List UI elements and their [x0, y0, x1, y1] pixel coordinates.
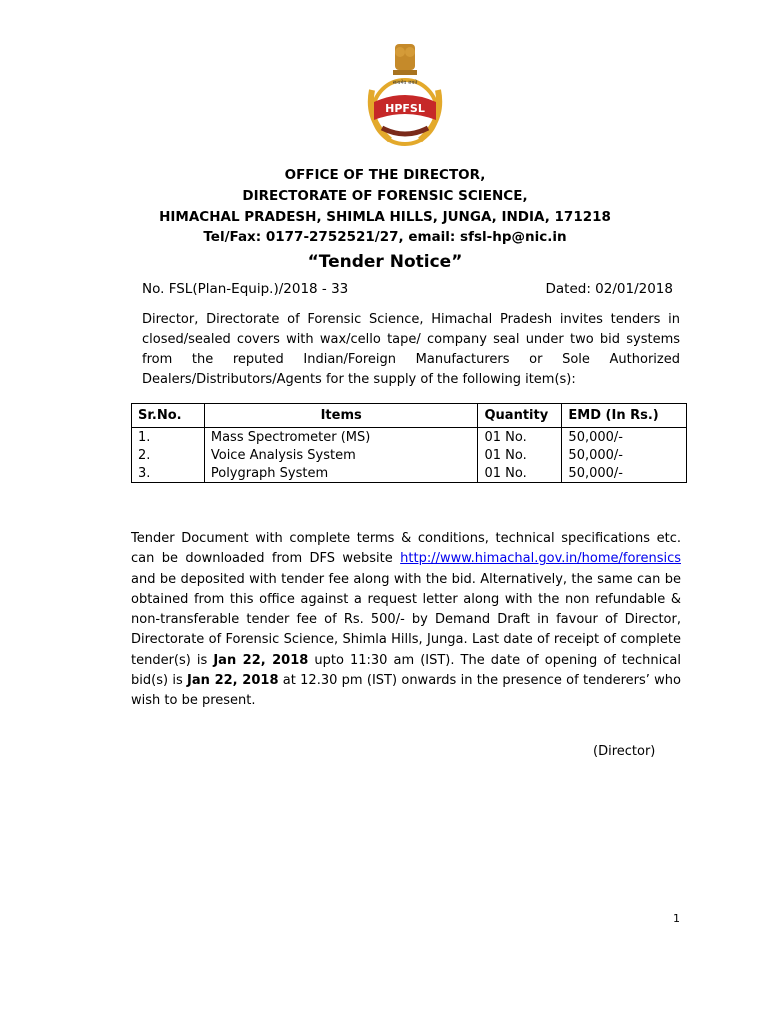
page-number: 1	[673, 912, 680, 925]
intro-paragraph: Director, Directorate of Forensic Science, Himachal Pradesh invites tenders in closed/sealed covers with wax/cello tape/ company seal under two bid systems from the reputed Indian/Foreign Manufacturers or Sole Authorized Dealers/Distributors/Agents for the supply of the following item(s):	[142, 312, 680, 387]
notice-title: “Tender Notice”	[307, 252, 463, 272]
opening-date: Jan 22, 2018	[187, 673, 279, 689]
cell-emd: 50,000/-	[562, 464, 687, 483]
emblem-icon	[360, 40, 450, 150]
items-table	[131, 403, 687, 483]
reference-number: No. FSL(Plan-Equip.)/2018 - 33	[142, 281, 349, 297]
svg-text:सत्यमेव जयते: सत्यमेव जयते	[392, 80, 418, 86]
last-receipt-date: Jan 22, 2018	[213, 652, 309, 668]
cell-qty: 01 No.	[478, 446, 562, 464]
cell-sr: 3.	[132, 464, 205, 483]
cell-qty: 01 No.	[478, 428, 562, 447]
office-line-2: DIRECTORATE OF FORENSIC SCIENCE,	[242, 188, 528, 204]
office-contact-line: Tel/Fax: 0177-2752521/27, email: sfsl-hp@nic.in	[203, 229, 567, 245]
notice-date: Dated: 02/01/2018	[545, 281, 673, 297]
svg-text:HPFSL: HPFSL	[385, 102, 425, 115]
table-row	[132, 428, 687, 447]
header-quantity: Quantity	[478, 404, 562, 428]
header-items: Items	[204, 404, 478, 428]
header-sr-no: Sr.No.	[132, 404, 205, 428]
body-text: at 12.30 pm (IST) onwards in the presence of tenderers’ who wish to be present.	[131, 673, 681, 709]
table-row	[132, 446, 687, 464]
header-emd: EMD (In Rs.)	[562, 404, 687, 428]
office-line-1: OFFICE OF THE DIRECTOR,	[284, 167, 486, 183]
cell-emd: 50,000/-	[562, 446, 687, 464]
hpfsl-logo	[360, 40, 450, 150]
cell-sr: 2.	[132, 446, 205, 464]
cell-item: Mass Spectrometer (MS)	[204, 428, 478, 447]
tender-details-paragraph	[131, 529, 681, 712]
table-header-row	[132, 404, 687, 428]
body-text: Tender Document with complete terms & conditions, technical specifications etc. can be downloaded from DFS website	[131, 531, 681, 567]
cell-qty: 01 No.	[478, 464, 562, 483]
cell-item: Polygraph System	[204, 464, 478, 483]
table-row	[132, 464, 687, 483]
cell-item: Voice Analysis System	[204, 446, 478, 464]
signature: (Director)	[593, 744, 656, 759]
cell-sr: 1.	[132, 428, 205, 447]
dfs-website-link[interactable]: http://www.himachal.gov.in/home/forensics	[400, 551, 681, 567]
office-line-3: HIMACHAL PRADESH, SHIMLA HILLS, JUNGA, INDIA, 171218	[159, 209, 611, 225]
body-text: upto 11:30 am (IST). The date of opening of technical bid(s) is	[131, 652, 681, 689]
cell-emd: 50,000/-	[562, 428, 687, 447]
body-text: and be deposited with tender fee along with the bid. Alternatively, the same can be obtained from this office against a request letter along with the non refundable & non-transferable tender fee of Rs. 500/- by Demand Draft in favour of Director, Directorate of Forensic Science, Shimla Hills, Junga. Last date of receipt of complete tender(s) is	[131, 571, 681, 668]
